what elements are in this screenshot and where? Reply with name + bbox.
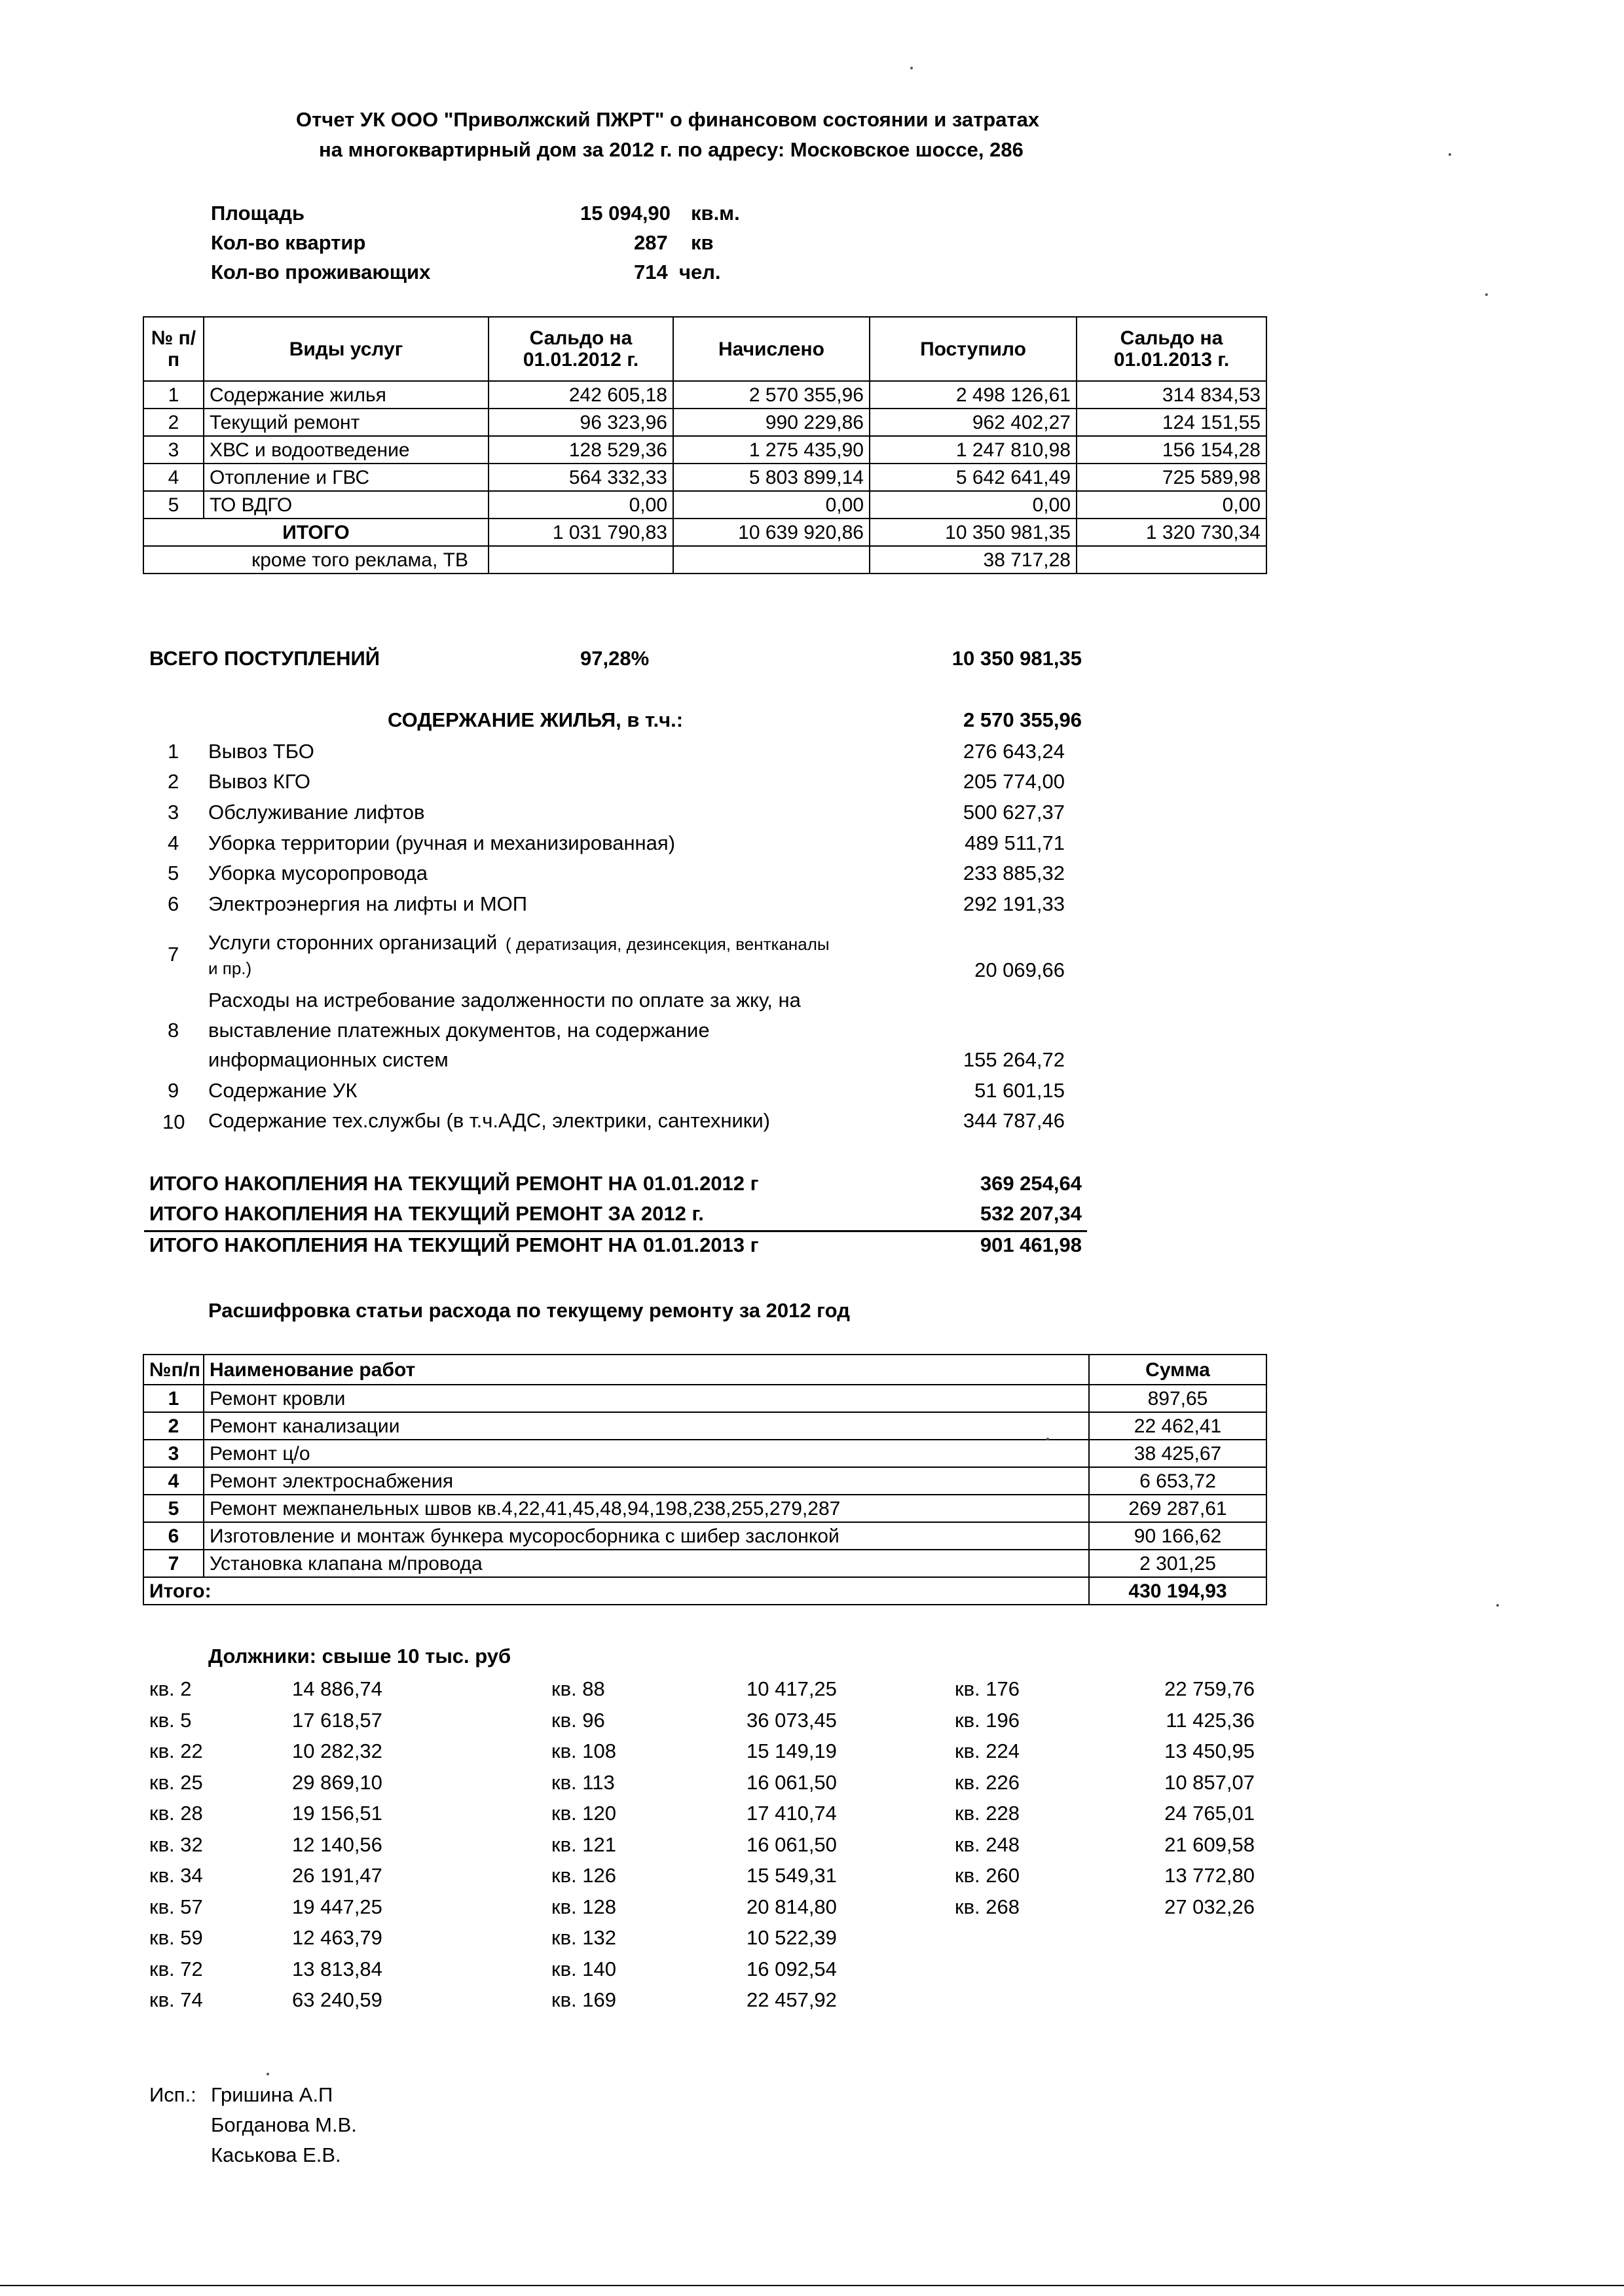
table-row	[143, 1412, 1266, 1440]
item-label: Вывоз КГО	[208, 770, 311, 793]
total-receipts-percent: 97,28%	[580, 647, 650, 670]
scan-speck	[910, 67, 913, 69]
received: 0,00	[870, 491, 1077, 519]
accumulation-label-year: ИТОГО НАКОПЛЕНИЯ НА ТЕКУЩИЙ РЕМОНТ ЗА 2012 г.	[149, 1202, 704, 1225]
item-label: Содержание тех.службы (в т.ч.АДС, электрики, сантехники)	[208, 1109, 770, 1132]
debtor-apartment: кв. 96	[551, 1709, 605, 1732]
debtor-amount: 24 765,01	[1164, 1802, 1255, 1825]
debtor-amount: 17 410,74	[747, 1802, 837, 1825]
work-sum: 38 425,67	[1089, 1440, 1266, 1467]
executor-name: Богданова М.В.	[211, 2113, 357, 2136]
charged: 5 803 899,14	[673, 464, 870, 491]
debtors-heading: Должники: свыше 10 тыс. руб	[208, 1645, 511, 1667]
debtor-apartment: кв. 88	[551, 1677, 605, 1700]
accumulation-value-start: 369 254,64	[980, 1172, 1082, 1195]
table-row	[143, 464, 1266, 491]
work-name: Ремонт кровли	[204, 1385, 1089, 1412]
info-label-apartments: Кол-во квартир	[211, 231, 366, 254]
page-bottom-line	[0, 2285, 1624, 2286]
divider-line	[144, 1230, 1087, 1232]
debtor-apartment: кв. 22	[149, 1740, 203, 1762]
debtor-apartment: кв. 32	[149, 1833, 203, 1856]
table-row	[143, 1440, 1266, 1467]
accumulation-value-end: 901 461,98	[980, 1233, 1082, 1256]
debtor-apartment: кв. 196	[955, 1709, 1020, 1732]
saldo-start: 564 332,33	[489, 464, 673, 491]
debtor-apartment: кв. 2	[149, 1677, 192, 1700]
debtor-amount: 19 156,51	[292, 1802, 382, 1825]
debtor-apartment: кв. 268	[955, 1895, 1020, 1918]
item-value: 500 627,37	[963, 801, 1065, 824]
debtor-amount: 13 813,84	[292, 1958, 382, 1980]
table-row	[143, 381, 1266, 409]
repair-total-label: Итого:	[143, 1577, 1089, 1605]
debtor-amount: 13 772,80	[1164, 1864, 1255, 1887]
total-saldo-start: 1 031 790,83	[489, 519, 673, 546]
services-total-row	[143, 519, 1266, 546]
debtor-apartment: кв. 132	[551, 1926, 616, 1949]
row-number: 4	[143, 1467, 204, 1495]
saldo-end: 156 154,28	[1077, 436, 1266, 464]
maintenance-total: 2 570 355,96	[963, 708, 1082, 731]
item-label: выставление платежных документов, на содержание	[208, 1019, 710, 1042]
scan-speck	[267, 2073, 269, 2075]
debtor-amount: 10 282,32	[292, 1740, 382, 1762]
table-row	[143, 436, 1266, 464]
work-name: Ремонт ц/о	[204, 1440, 1089, 1467]
debtor-amount: 22 759,76	[1164, 1677, 1255, 1700]
debtor-apartment: кв. 228	[955, 1802, 1020, 1825]
row-number: 5	[143, 491, 204, 519]
debtor-amount: 10 417,25	[747, 1677, 837, 1700]
saldo-start: 96 323,96	[489, 409, 673, 436]
charged: 990 229,86	[673, 409, 870, 436]
work-name: Ремонт межпанельных швов кв.4,22,41,45,48,94,198,238,255,279,287	[204, 1495, 1089, 1522]
item-label: Электроэнергия на лифты и МОП	[208, 892, 528, 915]
repair-heading: Расшифровка статьи расхода по текущему ремонту за 2012 год	[208, 1299, 850, 1322]
row-number: 1	[143, 381, 204, 409]
row-number: 7	[143, 1550, 204, 1577]
received: 962 402,27	[870, 409, 1077, 436]
info-unit-area: кв.м.	[691, 202, 740, 225]
info-value-residents: 714	[634, 261, 668, 283]
debtor-amount: 11 425,36	[1166, 1709, 1255, 1732]
header-saldo-end: Сальдо на 01.01.2013 г.	[1077, 317, 1266, 381]
row-number: 1	[143, 1385, 204, 1412]
debtor-amount: 19 447,25	[292, 1895, 382, 1918]
charged: 2 570 355,96	[673, 381, 870, 409]
item-label: Обслуживание лифтов	[208, 801, 425, 824]
work-name: Изготовление и монтаж бункера мусоросборника с шибер заслонкой	[204, 1522, 1089, 1550]
debtor-apartment: кв. 169	[551, 1988, 616, 2011]
charged: 0,00	[673, 491, 870, 519]
debtor-amount: 16 061,50	[747, 1771, 837, 1794]
received: 5 642 641,49	[870, 464, 1077, 491]
service-name: Текущий ремонт	[204, 409, 489, 436]
work-name: Установка клапана м/провода	[204, 1550, 1089, 1577]
item-value: 20 069,66	[974, 958, 1065, 981]
info-value-area: 15 094,90	[580, 202, 671, 225]
work-sum: 2 301,25	[1089, 1550, 1266, 1577]
total-receipts-value: 10 350 981,35	[951, 647, 1082, 670]
item-number: 10	[162, 1110, 185, 1133]
item-value: 489 511,71	[965, 831, 1065, 854]
advertising-row	[143, 546, 1266, 574]
executor-name: Гришина А.П	[211, 2083, 333, 2106]
row-number: 2	[143, 409, 204, 436]
item-number: 4	[168, 831, 179, 854]
service-name: Содержание жилья	[204, 381, 489, 409]
row-number: 5	[143, 1495, 204, 1522]
maintenance-heading: СОДЕРЖАНИЕ ЖИЛЬЯ, в т.ч.:	[388, 708, 684, 731]
debtor-amount: 17 618,57	[292, 1709, 382, 1732]
item-value: 344 787,46	[963, 1109, 1065, 1132]
accumulation-label-start: ИТОГО НАКОПЛЕНИЯ НА ТЕКУЩИЙ РЕМОНТ НА 01.01.2012 г	[149, 1172, 759, 1195]
table-row	[143, 1467, 1266, 1495]
debtor-amount: 36 073,45	[747, 1709, 837, 1732]
saldo-end: 314 834,53	[1077, 381, 1266, 409]
header-charged: Начислено	[673, 317, 870, 381]
repair-total-row	[143, 1577, 1266, 1605]
debtor-amount: 12 463,79	[292, 1926, 382, 1949]
advertising-label: кроме того реклама, ТВ	[143, 546, 489, 574]
debtor-apartment: кв. 121	[551, 1833, 616, 1856]
table-row	[143, 1550, 1266, 1577]
item-label: Уборка мусоропровода	[208, 862, 428, 884]
debtor-amount: 10 522,39	[747, 1926, 837, 1949]
saldo-end: 725 589,98	[1077, 464, 1266, 491]
item-label: информационных систем	[208, 1048, 449, 1071]
item-value: 155 264,72	[963, 1048, 1065, 1071]
debtor-apartment: кв. 72	[149, 1958, 203, 1980]
total-received: 10 350 981,35	[870, 519, 1077, 546]
header-work-name: Наименование работ	[204, 1355, 1089, 1385]
item-label: Расходы на истребование задолженности по оплате за жку, на	[208, 989, 801, 1011]
info-unit-apartments: кв	[691, 231, 714, 254]
debtor-apartment: кв. 128	[551, 1895, 616, 1918]
total-label: ИТОГО	[143, 519, 489, 546]
accumulation-value-year: 532 207,34	[980, 1202, 1082, 1225]
item-label: Услуги сторонних организаций	[208, 931, 498, 954]
table-row	[143, 491, 1266, 519]
debtor-apartment: кв. 126	[551, 1864, 616, 1887]
item-number: 5	[168, 862, 179, 884]
info-unit-residents: чел.	[679, 261, 721, 283]
item-number: 8	[168, 1019, 179, 1042]
scan-speck	[1496, 1604, 1499, 1607]
work-name: Ремонт электроснабжения	[204, 1467, 1089, 1495]
received: 2 498 126,61	[870, 381, 1077, 409]
work-name: Ремонт канализации	[204, 1412, 1089, 1440]
item-number: 3	[168, 801, 179, 824]
debtor-apartment: кв. 260	[955, 1864, 1020, 1887]
info-label-area: Площадь	[211, 202, 305, 225]
empty-cell	[489, 546, 673, 574]
table-row	[143, 1385, 1266, 1412]
debtor-apartment: кв. 113	[551, 1771, 615, 1794]
total-charged: 10 639 920,86	[673, 519, 870, 546]
item-value: 51 601,15	[974, 1079, 1065, 1102]
debtor-apartment: кв. 120	[551, 1802, 616, 1825]
repair-header-row	[143, 1355, 1266, 1385]
debtor-apartment: кв. 5	[149, 1709, 192, 1732]
debtor-amount: 27 032,26	[1164, 1895, 1255, 1918]
row-number: 6	[143, 1522, 204, 1550]
scan-speck	[1046, 1438, 1049, 1440]
work-sum: 90 166,62	[1089, 1522, 1266, 1550]
item-value: 276 643,24	[963, 740, 1065, 763]
table-row	[143, 409, 1266, 436]
info-value-apartments: 287	[634, 231, 668, 254]
item-number: 9	[168, 1079, 179, 1102]
work-sum: 22 462,41	[1089, 1412, 1266, 1440]
header-sum: Сумма	[1089, 1355, 1266, 1385]
debtor-amount: 10 857,07	[1164, 1771, 1255, 1794]
debtor-amount: 12 140,56	[292, 1833, 382, 1856]
debtor-amount: 15 149,19	[747, 1740, 837, 1762]
debtor-apartment: кв. 248	[955, 1833, 1020, 1856]
debtor-amount: 14 886,74	[292, 1677, 382, 1700]
total-receipts-label: ВСЕГО ПОСТУПЛЕНИЙ	[149, 647, 380, 670]
scan-speck	[1449, 153, 1451, 156]
item-number: 6	[168, 892, 179, 915]
saldo-start: 242 605,18	[489, 381, 673, 409]
report-title-line2: на многоквартирный дом за 2012 г. по адресу: Московское шоссе, 286	[319, 138, 1024, 161]
debtor-amount: 21 609,58	[1164, 1833, 1255, 1856]
total-saldo-end: 1 320 730,34	[1077, 519, 1266, 546]
debtor-amount: 22 457,92	[747, 1988, 837, 2011]
work-sum: 269 287,61	[1089, 1495, 1266, 1522]
item-number: 1	[168, 740, 179, 763]
debtor-apartment: кв. 57	[149, 1895, 203, 1918]
work-sum: 897,65	[1089, 1385, 1266, 1412]
saldo-start: 128 529,36	[489, 436, 673, 464]
debtor-amount: 16 061,50	[747, 1833, 837, 1856]
repair-total-sum: 430 194,93	[1089, 1577, 1266, 1605]
row-number: 3	[143, 436, 204, 464]
empty-cell	[1077, 546, 1266, 574]
services-header-row	[143, 317, 1266, 381]
debtor-amount: 63 240,59	[292, 1988, 382, 2011]
header-saldo-start: Сальдо на 01.01.2012 г.	[489, 317, 673, 381]
debtor-apartment: кв. 25	[149, 1771, 203, 1794]
debtor-apartment: кв. 74	[149, 1988, 203, 2011]
charged: 1 275 435,90	[673, 436, 870, 464]
item-number: 7	[168, 943, 179, 966]
service-name: ХВС и водоотведение	[204, 436, 489, 464]
debtor-amount: 16 092,54	[747, 1958, 837, 1980]
debtor-apartment: кв. 140	[551, 1958, 616, 1980]
debtor-amount: 13 450,95	[1164, 1740, 1255, 1762]
debtor-apartment: кв. 28	[149, 1802, 203, 1825]
empty-cell	[673, 546, 870, 574]
debtor-amount: 20 814,80	[747, 1895, 837, 1918]
received: 1 247 810,98	[870, 436, 1077, 464]
item-number: 2	[168, 770, 179, 793]
advertising-received: 38 717,28	[870, 546, 1077, 574]
scan-speck	[1485, 293, 1488, 296]
item-label-note: и пр.)	[208, 958, 252, 978]
row-number: 3	[143, 1440, 204, 1467]
saldo-end: 124 151,55	[1077, 409, 1266, 436]
info-label-residents: Кол-во проживающих	[211, 261, 431, 283]
executor-name: Каськова Е.В.	[211, 2143, 341, 2166]
services-table	[143, 316, 1267, 574]
row-number: 2	[143, 1412, 204, 1440]
debtor-amount: 26 191,47	[292, 1864, 382, 1887]
item-value: 292 191,33	[963, 892, 1065, 915]
row-number: 4	[143, 464, 204, 491]
debtor-amount: 29 869,10	[292, 1771, 382, 1794]
debtor-amount: 15 549,31	[747, 1864, 837, 1887]
repair-table	[143, 1354, 1267, 1605]
debtor-apartment: кв. 59	[149, 1926, 203, 1949]
table-row	[143, 1495, 1266, 1522]
header-service: Виды услуг	[204, 317, 489, 381]
report-title-line1: Отчет УК ООО "Приволжский ПЖРТ" о финансовом состоянии и затратах	[296, 108, 1040, 131]
debtor-apartment: кв. 224	[955, 1740, 1020, 1762]
header-number: №п/п	[143, 1355, 204, 1385]
accumulation-label-end: ИТОГО НАКОПЛЕНИЯ НА ТЕКУЩИЙ РЕМОНТ НА 01.01.2013 г	[149, 1233, 759, 1256]
debtor-apartment: кв. 34	[149, 1864, 203, 1887]
item-label: Уборка территории (ручная и механизированная)	[208, 831, 676, 854]
item-value: 233 885,32	[963, 862, 1065, 884]
debtor-apartment: кв. 108	[551, 1740, 616, 1762]
saldo-start: 0,00	[489, 491, 673, 519]
service-name: Отопление и ГВС	[204, 464, 489, 491]
item-label: Содержание УК	[208, 1079, 358, 1102]
debtor-apartment: кв. 176	[955, 1677, 1020, 1700]
executors-label: Исп.:	[149, 2083, 196, 2106]
service-name: ТО ВДГО	[204, 491, 489, 519]
item-label: Вывоз ТБО	[208, 740, 314, 763]
item-label-note: ( дератизация, дезинсекция, вентканалы	[506, 934, 830, 954]
work-sum: 6 653,72	[1089, 1467, 1266, 1495]
header-received: Поступило	[870, 317, 1077, 381]
table-row	[143, 1522, 1266, 1550]
debtor-apartment: кв. 226	[955, 1771, 1020, 1794]
header-number: № п/п	[143, 317, 204, 381]
item-value: 205 774,00	[963, 770, 1065, 793]
saldo-end: 0,00	[1077, 491, 1266, 519]
